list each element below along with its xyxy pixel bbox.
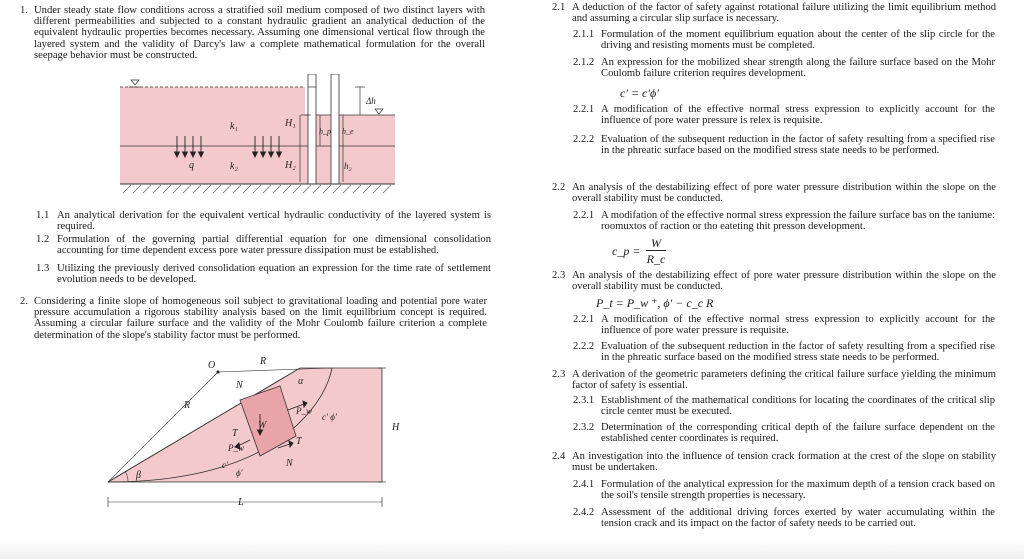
- item-1-3: [36, 263, 491, 285]
- item-2-2-number: 2.2: [552, 182, 566, 193]
- item-2-2-1-first-number: 2.2.1: [573, 104, 595, 115]
- item-2-2: [552, 182, 996, 204]
- Pw-right-label: P_w: [296, 406, 313, 416]
- item-2-3-second-number: 2.3: [552, 369, 566, 380]
- bottom-shading: [0, 539, 1024, 559]
- item-2-2-1-second-text: A modifation of the effective normal stress expression the failure surface bas on the taniume: roomuxtos of raction or tho eateting thit presson development.: [601, 210, 996, 233]
- shear-T-left-label: T: [232, 428, 238, 439]
- item-2-4-1-number: 2.4.1: [573, 479, 595, 490]
- slope-body: [108, 368, 382, 482]
- circle-center: [216, 370, 219, 373]
- item-2-3-text: An analysis of the destabilizing effect of pore water pressure distribution within the slope on the overall stability must be conducted.: [572, 270, 996, 293]
- item-2-4-2: [573, 507, 995, 529]
- equation-pt: P_t = P_w ⁺, ϕ′ − c_c R: [596, 296, 714, 310]
- hp-label: h_p: [319, 127, 331, 136]
- item-2-3: [552, 270, 996, 292]
- item-2-2-1-third-number: 2.2.1: [573, 314, 595, 325]
- item-1-3-text: Utilizing the previously derived consolidation equation an expression for the time rate of settlement evolution needs to be developed.: [57, 263, 491, 286]
- item-2-2-2-first-number: 2.2.2: [573, 134, 595, 145]
- item-2-2-2-first-text: Evaluation of the subsequent reduction in the factor of safety resulting from a specified rise in the phreatic surface based on the modified stress state needs to be performed.: [601, 134, 995, 157]
- item-2-1-text: A deduction of the factor of safety against rotational failure utilizing the limit equilibrium method and assuming a circular slip surface is necessary.: [572, 2, 996, 25]
- item-2-4-1-text: Formulation of the analytical expression for the maximum depth of a tension crack based on the soil's tensile strength properties is necessary.: [601, 479, 995, 502]
- item-2-4-1: [573, 479, 995, 501]
- item-2-2-1-first: [573, 104, 995, 126]
- water-level-marker-left: [131, 80, 139, 85]
- item-2-1-2-text: An expression for the mobilized shear strength along the failure surface based on the Mohr Coulomb failure criterion requires development.: [601, 57, 995, 80]
- item-1-3-number: 1.3: [36, 263, 50, 274]
- item-2-4-2-number: 2.4.2: [573, 507, 595, 518]
- item-2-4-text: An investigation into the influence of tension crack formation at the crest of the slope on stability must be undertaken.: [572, 451, 996, 474]
- Pw-bottom-label: P_w: [228, 443, 245, 453]
- item-1-2: [36, 234, 491, 256]
- item-2-2-1-third: [573, 314, 995, 336]
- equation-cp-numerator: W: [651, 236, 661, 250]
- q-label: q: [189, 160, 194, 171]
- item-2-3-1-text: Establishment of the mathematical conditions for locating the coordinates of the critical slip circle center must be executed.: [601, 395, 995, 418]
- item-2-2-2-third: [573, 341, 995, 363]
- standpipe-2: [331, 74, 339, 184]
- item-2-4: [552, 451, 996, 473]
- item-2-1-1-text: Formulation of the moment equilibrium equation about the center of the slip circle for the driving and resisting moments must be completed.: [601, 29, 995, 52]
- problem-1-statement: [20, 5, 485, 61]
- item-1-1-text: An analytical derivation for the equivalent vertical hydraulic conductivity of the layered system is required.: [57, 210, 491, 233]
- phi-prime-label: ϕ′: [236, 468, 243, 478]
- height-H-label: H: [392, 422, 400, 433]
- item-2-1-2: [573, 57, 995, 79]
- radius-R-top-label: R: [260, 356, 267, 367]
- item-2-3-1-number: 2.3.1: [573, 395, 595, 406]
- item-1-2-number: 1.2: [36, 234, 50, 245]
- impervious-base-hatching: [123, 185, 391, 193]
- soil-layers-right: [305, 115, 395, 184]
- beta-label: β: [136, 470, 141, 481]
- problem-2-statement: [20, 296, 487, 341]
- item-2-3-second-text: A derivation of the geometric parameters defining the critical failure surface yielding the minimum factor of safety is essential.: [572, 369, 996, 392]
- item-1-2-text: Formulation of the governing partial differential equation for one dimensional consolidation accounting for time dependent excess pore water pressure dissipation must be established.: [57, 234, 491, 257]
- water-level-marker-right: [375, 109, 383, 114]
- item-2-1: [552, 2, 996, 24]
- soil-layers-left: [120, 87, 305, 184]
- c-prime-label: c′: [222, 460, 228, 470]
- item-2-1-1: [573, 29, 995, 51]
- item-2-1-2-number: 2.1.2: [573, 57, 595, 68]
- item-2-1-number: 2.1: [552, 2, 566, 13]
- item-2-3-number: 2.3: [552, 270, 566, 281]
- H2-label: H₂: [285, 160, 296, 171]
- equation-cp-lhs: c_p =: [612, 244, 641, 258]
- k1-label: k₁: [230, 121, 238, 132]
- normal-N-top-label: N: [236, 380, 243, 391]
- problem-2-number: 2.: [20, 296, 28, 307]
- weight-W-label: W: [258, 420, 267, 431]
- item-2-2-text: An analysis of the destabilizing effect of pore water pressure distribution within the slope on the overall stability must be conducted.: [572, 182, 996, 205]
- item-2-2-1-second: [573, 210, 995, 232]
- problem-1-number: 1.: [20, 5, 28, 16]
- item-1-1-number: 1.1: [36, 210, 50, 221]
- equation-cp-denominator: R_c: [646, 252, 666, 266]
- length-L-label: L: [238, 497, 244, 508]
- item-2-4-number: 2.4: [552, 451, 566, 462]
- item-2-3-1: [573, 395, 995, 417]
- slope-stability-figure: [100, 352, 420, 520]
- item-2-1-1-number: 2.1.1: [573, 29, 595, 40]
- layered-soil-figure: [115, 74, 405, 199]
- item-2-3-second: [552, 369, 996, 391]
- shear-T-right-label: T: [296, 436, 302, 447]
- item-2-2-2-first: [573, 134, 995, 156]
- item-2-4-2-text: Assessment of the additional driving forces exerted by water accumulating within the tension crack and its impact on the factor of safety needs to be carried out.: [601, 507, 995, 530]
- normal-N-bottom-label: N: [286, 458, 293, 469]
- item-2-2-1-second-number: 2.2.1: [573, 210, 595, 221]
- center-O-label: O: [208, 360, 216, 371]
- item-2-2-1-first-text: A modification of the effective normal stress expression to explicitly account for the influence of pore water pressure is relex is requisite.: [601, 104, 995, 127]
- alpha-label: α: [298, 376, 304, 387]
- k2-label: k₂: [230, 161, 238, 172]
- h2-label: h₂: [344, 161, 352, 171]
- item-1-1: [36, 210, 491, 232]
- equation-c-prime: c′ = c′ϕ′: [620, 86, 659, 100]
- item-2-3-2: [573, 422, 995, 444]
- item-2-2-2-third-number: 2.2.2: [573, 341, 595, 352]
- item-2-3-2-number: 2.3.2: [573, 422, 595, 433]
- problem-1-text: Under steady state flow conditions across a stratified soil medium composed of two distinct layers with different permeabilities and subjected to a constant hydraulic gradient an analytical deduction of the equivalent hydraulic properties becomes necessary. Assuming one dimensional vertical flow through the layered system and the validity of Darcy's law a complete mathematical formulation for the overall seepage behavior must be constructed.: [34, 5, 485, 61]
- standpipe-1: [308, 74, 316, 184]
- problem-2-text: Considering a finite slope of homogeneous soil subject to gravitational loading and potential pore water pressure accumulation a rigorous stability analysis based on the limit equilibrium concept is required. Assuming a circular failure surface and the validity of the Mohr Coulomb failure criterion a complete determination of the slope's stability factor must be performed.: [34, 296, 487, 341]
- c-phi-right-label: c′ ϕ′: [322, 412, 337, 422]
- H1-label: H₁: [285, 118, 296, 129]
- item-2-3-2-text: Determination of the corresponding critical depth of the failure surface dependent on the established center coordinates is required.: [601, 422, 995, 445]
- radius-R-left-label: R: [184, 400, 191, 411]
- delta-h-label: Δh: [366, 96, 376, 106]
- he-label: h_e: [342, 127, 354, 136]
- item-2-2-2-third-text: Evaluation of the subsequent reduction in the factor of safety resulting from a specified rise in the phreatic surface based on the modified stress state needs to be performed.: [601, 341, 995, 364]
- item-2-2-1-third-text: A modification of the effective normal stress expression to explicitly account for the influence of pore water pressure is requisite.: [601, 314, 995, 337]
